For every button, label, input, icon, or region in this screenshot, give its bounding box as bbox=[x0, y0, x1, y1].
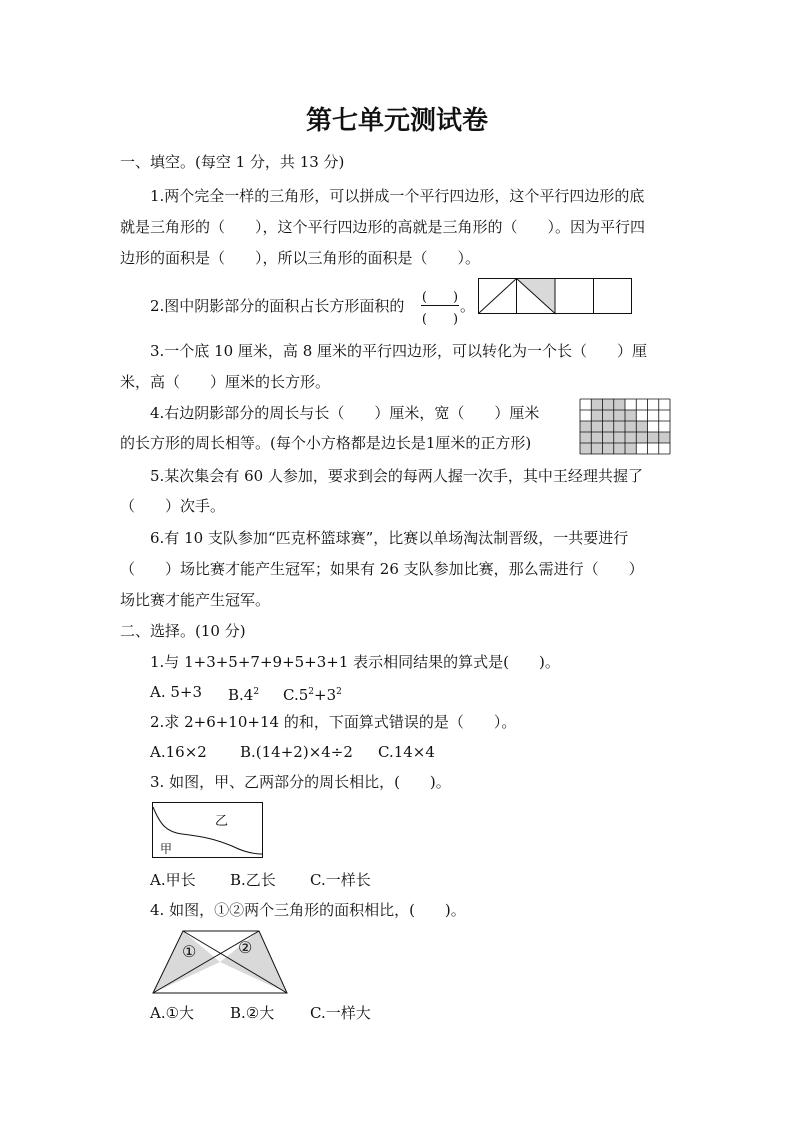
q2-fraction-numerator: ( ) bbox=[421, 290, 459, 305]
q3-line1: 3.一个底 10 厘米，高 8 厘米的平行四边形，可以转化为一个长（ ）厘 bbox=[150, 342, 648, 360]
s2-q2-stem: 2.求 2+6+10+14 的和，下面算式错误的是（ ）。 bbox=[150, 713, 517, 731]
q6-line2: （ ）场比赛才能产生冠军；如果有 26 支队参加比赛，那么需进行（ ） bbox=[120, 560, 644, 578]
s2-q3-option-c: C.一样长 bbox=[310, 871, 371, 889]
s2-q4-label-1: ① bbox=[182, 942, 197, 961]
s2-q4-option-c: C.一样大 bbox=[310, 1004, 371, 1022]
q2-rectangle-figure bbox=[478, 278, 632, 314]
s2-q2-option-b: B.(14+2)×4÷2 bbox=[240, 743, 353, 761]
s2-q3-option-a: A.甲长 bbox=[150, 871, 196, 889]
q6-line3: 场比赛才能产生冠军。 bbox=[120, 591, 271, 609]
q1-line3: 边形的面积是（ ），所以三角形的面积是（ ）。 bbox=[120, 249, 481, 267]
q4-grid-figure bbox=[580, 399, 671, 455]
q4-line2: 的长方形的周长相等。(每个小方格都是边长是1厘米的正方形) bbox=[120, 434, 532, 452]
section1-heading: 一、填空。(每空 1 分，共 13 分) bbox=[120, 153, 345, 171]
q2-text: 2.图中阴影部分的面积占长方形面积的 bbox=[150, 297, 405, 315]
s2-q4-label-2: ② bbox=[238, 938, 253, 957]
q2-tail: 。 bbox=[460, 297, 476, 315]
q1-line2: 就是三角形的（ ），这个平行四边形的高就是三角形的（ ）。因为平行四 bbox=[120, 218, 646, 236]
s2-q1-option-c: $C.5^2+3^2$ bbox=[283, 686, 342, 704]
q2-fraction-denominator: ( ) bbox=[421, 312, 459, 327]
s2-q4-option-b: B.②大 bbox=[230, 1004, 275, 1022]
s2-q3-label-jia: 甲 bbox=[160, 842, 173, 856]
q4-line1: 4.右边阴影部分的周长与长（ ）厘米，宽（ ）厘米 bbox=[150, 404, 540, 422]
s2-q3-label-yi: 乙 bbox=[215, 814, 229, 829]
s2-q4-figure bbox=[152, 930, 288, 994]
s2-q4-option-a: A.①大 bbox=[150, 1004, 195, 1022]
q2-fraction-bar bbox=[421, 305, 459, 306]
q5-line1: 5.某次集会有 60 人参加，要求到会的每两人握一次手，其中王经理共握了 bbox=[150, 467, 643, 485]
s2-q1-option-b: $B.4^2$ bbox=[228, 686, 260, 704]
s2-q2-option-c: C.14×4 bbox=[378, 743, 435, 761]
page-title: 第七单元测试卷 bbox=[305, 106, 488, 136]
s2-q1-stem: 1.与 1+3+5+7+9+5+3+1 表示相同结果的算式是( )。 bbox=[150, 653, 560, 671]
q5-line2: （ ）次手。 bbox=[120, 497, 226, 515]
s2-q3-stem: 3. 如图，甲、乙两部分的周长相比，( )。 bbox=[150, 773, 451, 791]
s2-q1-option-a: A. 5+3 bbox=[150, 683, 203, 701]
s2-q4-stem: 4. 如图，①②两个三角形的面积相比，( )。 bbox=[150, 901, 466, 919]
section2-heading: 二、选择。(10 分) bbox=[120, 622, 246, 640]
s2-q3-option-b: B.乙长 bbox=[230, 871, 276, 889]
q1-line1: 1.两个完全一样的三角形，可以拼成一个平行四边形，这个平行四边形的底 bbox=[150, 187, 645, 205]
q6-line1: 6.有 10 支队参加“匹克杯篮球赛”，比赛以单场淘汰制晋级，一共要进行 bbox=[150, 529, 629, 547]
q3-line2: 米，高（ ）厘米的长方形。 bbox=[120, 373, 331, 391]
s2-q2-option-a: A.16×2 bbox=[150, 743, 207, 761]
